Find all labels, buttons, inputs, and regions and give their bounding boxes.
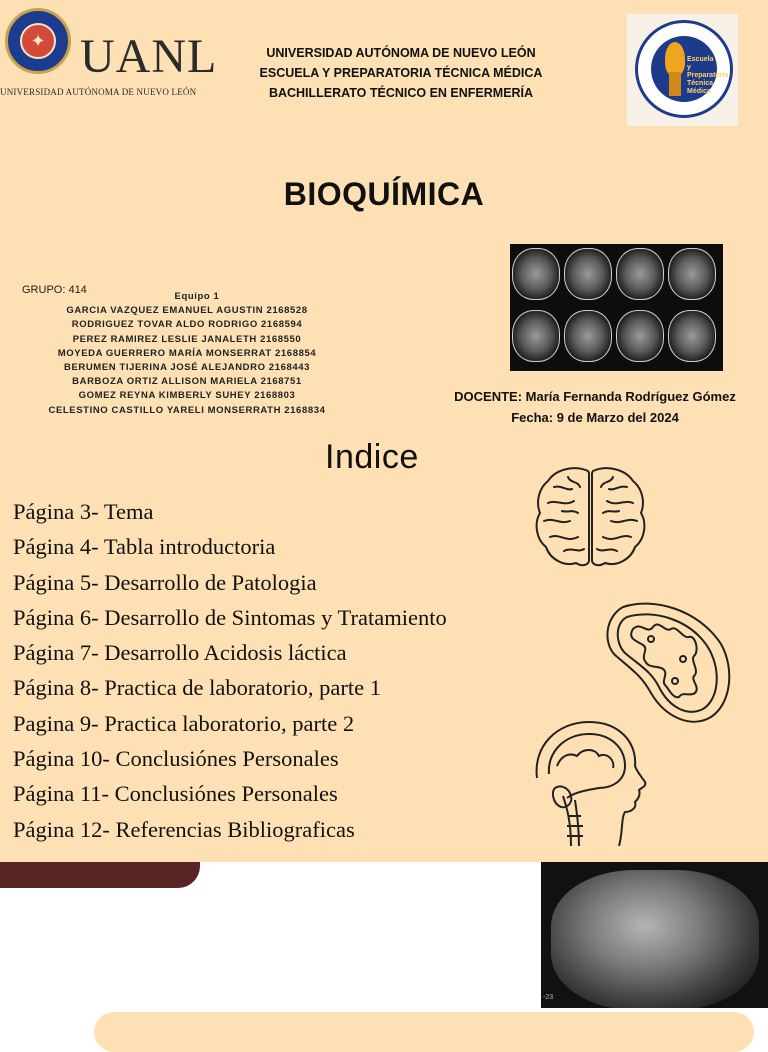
index-item: Página 5- Desarrollo de Patologia bbox=[13, 569, 317, 595]
brain-mri-image bbox=[510, 244, 723, 371]
index-item: Página 12- Referencias Bibliograficas bbox=[13, 816, 355, 842]
team-member: MOYEDA GUERRERO MARÍA MONSERRAT 2168854 bbox=[57, 347, 317, 359]
head-anatomy-illustration-icon bbox=[527, 718, 652, 850]
mitochondria-illustration-icon bbox=[603, 599, 733, 723]
index-item: Página 8- Practica de laboratorio, parte 1 bbox=[13, 675, 381, 701]
scan-label: -23 bbox=[543, 994, 554, 1001]
team-member: GOMEZ REYNA KIMBERLY SUHEY 2168803 bbox=[78, 390, 296, 402]
torch-icon bbox=[669, 72, 681, 96]
team-member: BERUMEN TIJERINA JOSÉ ALEJANDRO 2168443 bbox=[63, 362, 310, 374]
index-item: Página 6- Desarrollo de Sintomas y Tratamiento bbox=[13, 604, 447, 630]
index-item: Página 11- Conclusiónes Personales bbox=[13, 781, 338, 807]
institution-line: ESCUELA Y PREPARATORIA TÉCNICA MÉDICA bbox=[259, 66, 543, 80]
institution-header bbox=[226, 43, 576, 103]
index-item: Página 7- Desarrollo Acidosis láctica bbox=[13, 640, 347, 666]
uanl-wordmark: UANL bbox=[80, 30, 218, 83]
decorative-shape bbox=[94, 1012, 754, 1052]
teacher-info bbox=[420, 386, 768, 428]
brain-illustration-icon bbox=[534, 463, 647, 571]
decorative-bar bbox=[0, 862, 200, 888]
brain-mri-scan-image bbox=[541, 862, 768, 1008]
group-label: GRUPO: 414 bbox=[22, 284, 87, 296]
team-member: PEREZ RAMIREZ LESLIE JANALETH 2168550 bbox=[72, 333, 302, 345]
team-member: GARCIA VAZQUEZ EMANUEL AGUSTIN 2168528 bbox=[66, 305, 308, 317]
team-member: BARBOZA ORTIZ ALLISON MARIELA 2168751 bbox=[72, 376, 302, 388]
uanl-subtitle: UNIVERSIDAD AUTÓNOMA DE NUEVO LEÓN bbox=[0, 87, 197, 97]
institution-line: UNIVERSIDAD AUTÓNOMA DE NUEVO LEÓN bbox=[266, 46, 536, 60]
tecnica-medica-logo bbox=[627, 14, 738, 126]
team-title: Equipo 1 bbox=[174, 291, 220, 302]
logo-text: Escuela y Preparatoria Técnica Médica bbox=[687, 56, 729, 95]
index-item: Pagina 9- Practica laboratorio, parte 2 bbox=[13, 710, 355, 736]
uanl-seal-icon: ✦ bbox=[5, 8, 71, 74]
date: Fecha: 9 de Marzo del 2024 bbox=[511, 410, 679, 425]
index-heading: Indice bbox=[325, 438, 419, 476]
index-list bbox=[13, 494, 447, 847]
index-item: Página 3- Tema bbox=[13, 499, 154, 524]
team-member: CELESTINO CASTILLO YARELI MONSERRATH 2168834 bbox=[48, 404, 326, 416]
index-item: Página 4- Tabla introductoria bbox=[13, 534, 276, 560]
torch-flame-icon bbox=[665, 42, 685, 76]
institution-line: BACHILLERATO TÉCNICO EN ENFERMERÍA bbox=[268, 86, 534, 100]
team-member: RODRIGUEZ TOVAR ALDO RODRIGO 2168594 bbox=[71, 319, 303, 331]
teacher-name: DOCENTE: María Fernanda Rodríguez Gómez bbox=[454, 389, 736, 404]
page-title: BIOQUÍMICA bbox=[283, 176, 485, 212]
index-item: Página 10- Conclusiónes Personales bbox=[13, 746, 339, 772]
team-list bbox=[22, 290, 352, 418]
